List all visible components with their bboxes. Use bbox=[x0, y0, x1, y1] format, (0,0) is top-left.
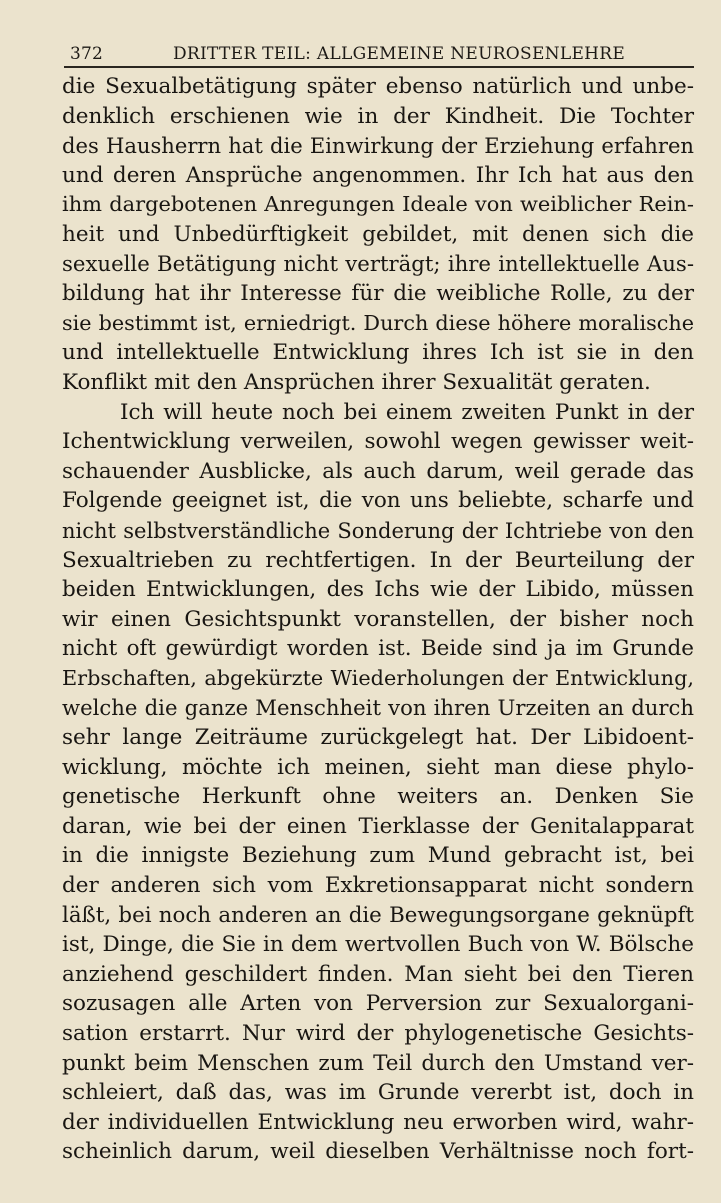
header-rule bbox=[64, 66, 694, 68]
text-line: denklich erschienen wie in der Kindheit. Die Tochter bbox=[62, 103, 694, 129]
text-line: nicht selbstverständliche Sonderung der Ichtriebe von den bbox=[62, 517, 694, 543]
text-line: und deren Ansprüche angenommen. Ihr Ich hat aus den bbox=[62, 162, 694, 188]
text-line: schleiert, daß das, was im Grunde vererbt ist, doch in bbox=[62, 1080, 694, 1106]
text-line: anziehend geschildert finden. Man sieht bei den Tieren bbox=[62, 961, 694, 987]
text-line: sexuelle Betätigung nicht verträgt; ihre intellektuelle Aus- bbox=[62, 251, 694, 277]
running-title: DRITTER TEIL: ALLGEMEINE NEUROSENLEHRE bbox=[173, 44, 626, 64]
page-number: 372 bbox=[70, 44, 104, 64]
text-line: Ich will heute noch bei einem zweiten Punkt in der bbox=[120, 399, 694, 425]
body-text bbox=[62, 72, 694, 1167]
text-line: Erbschaften, abgekürzte Wiederholungen der Entwicklung, bbox=[62, 665, 694, 690]
text-line: der individuellen Entwicklung neu erworben wird, wahr- bbox=[62, 1109, 694, 1135]
text-line: ist, Dinge, die Sie in dem wertvollen Buch von W. Bölsche bbox=[62, 932, 694, 958]
text-line: läßt, bei noch anderen an die Bewegungsorgane geknüpft bbox=[62, 902, 694, 928]
text-line: Sexualtrieben zu rechtfertigen. In der Beurteilung der bbox=[62, 547, 694, 573]
text-line: sation erstarrt. Nur wird der phylogenetische Gesichts- bbox=[62, 1021, 694, 1046]
text-line: wicklung, möchte ich meinen, sieht man diese phylo- bbox=[62, 754, 694, 780]
text-line: die Sexualbetätigung später ebenso natürlich und unbe- bbox=[62, 74, 694, 99]
text-line: des Hausherrn hat die Einwirkung der Erziehung erfahren bbox=[62, 133, 694, 159]
text-line: punkt beim Menschen zum Teil durch den Umstand ver- bbox=[62, 1050, 694, 1076]
text-line: bildung hat ihr Interesse für die weibliche Rolle, zu der bbox=[62, 281, 694, 307]
text-line: daran, wie bei der einen Tierklasse der Genitalapparat bbox=[62, 813, 694, 839]
text-line: der anderen sich vom Exkretionsapparat nicht sondern bbox=[62, 873, 694, 899]
text-line: sozusagen alle Arten von Perversion zur Sexualorgani- bbox=[62, 991, 694, 1017]
text-line: beiden Entwicklungen, des Ichs wie der Libido, müssen bbox=[62, 577, 694, 603]
text-line: wir einen Gesichtspunkt voranstellen, der bisher noch bbox=[62, 606, 694, 632]
text-line: sehr lange Zeiträume zurückgelegt hat. Der Libidoent- bbox=[62, 725, 694, 751]
text-line: ihm dargebotenen Anregungen Ideale von weiblicher Rein- bbox=[62, 192, 694, 217]
text-line: in die innigste Beziehung zum Mund gebracht ist, bei bbox=[62, 843, 694, 869]
page-header bbox=[70, 40, 696, 66]
text-line: schauender Ausblicke, als auch darum, weil gerade das bbox=[62, 458, 694, 484]
text-line: heit und Unbedürftigkeit gebildet, mit denen sich die bbox=[62, 221, 694, 247]
text-line: Ichentwicklung verweilen, sowohl wegen gewisser weit- bbox=[62, 429, 694, 455]
text-line: und intellektuelle Entwicklung ihres Ich ist sie in den bbox=[62, 340, 694, 366]
text-line: scheinlich darum, weil dieselben Verhältnisse noch fort- bbox=[62, 1139, 694, 1165]
text-line: welche die ganze Menschheit von ihren Urzeiten an durch bbox=[62, 695, 694, 721]
text-line: nicht oft gewürdigt worden ist. Beide sind ja im Grunde bbox=[62, 636, 694, 662]
text-line: sie bestimmt ist, erniedrigt. Durch diese höhere moralische bbox=[62, 310, 694, 335]
text-line: Folgende geeignet ist, die von uns beliebte, scharfe und bbox=[62, 488, 694, 514]
text-line: Konflikt mit den Ansprüchen ihrer Sexualität geraten. bbox=[62, 369, 651, 395]
text-line: genetische Herkunft ohne weiters an. Denken Sie bbox=[62, 784, 694, 810]
